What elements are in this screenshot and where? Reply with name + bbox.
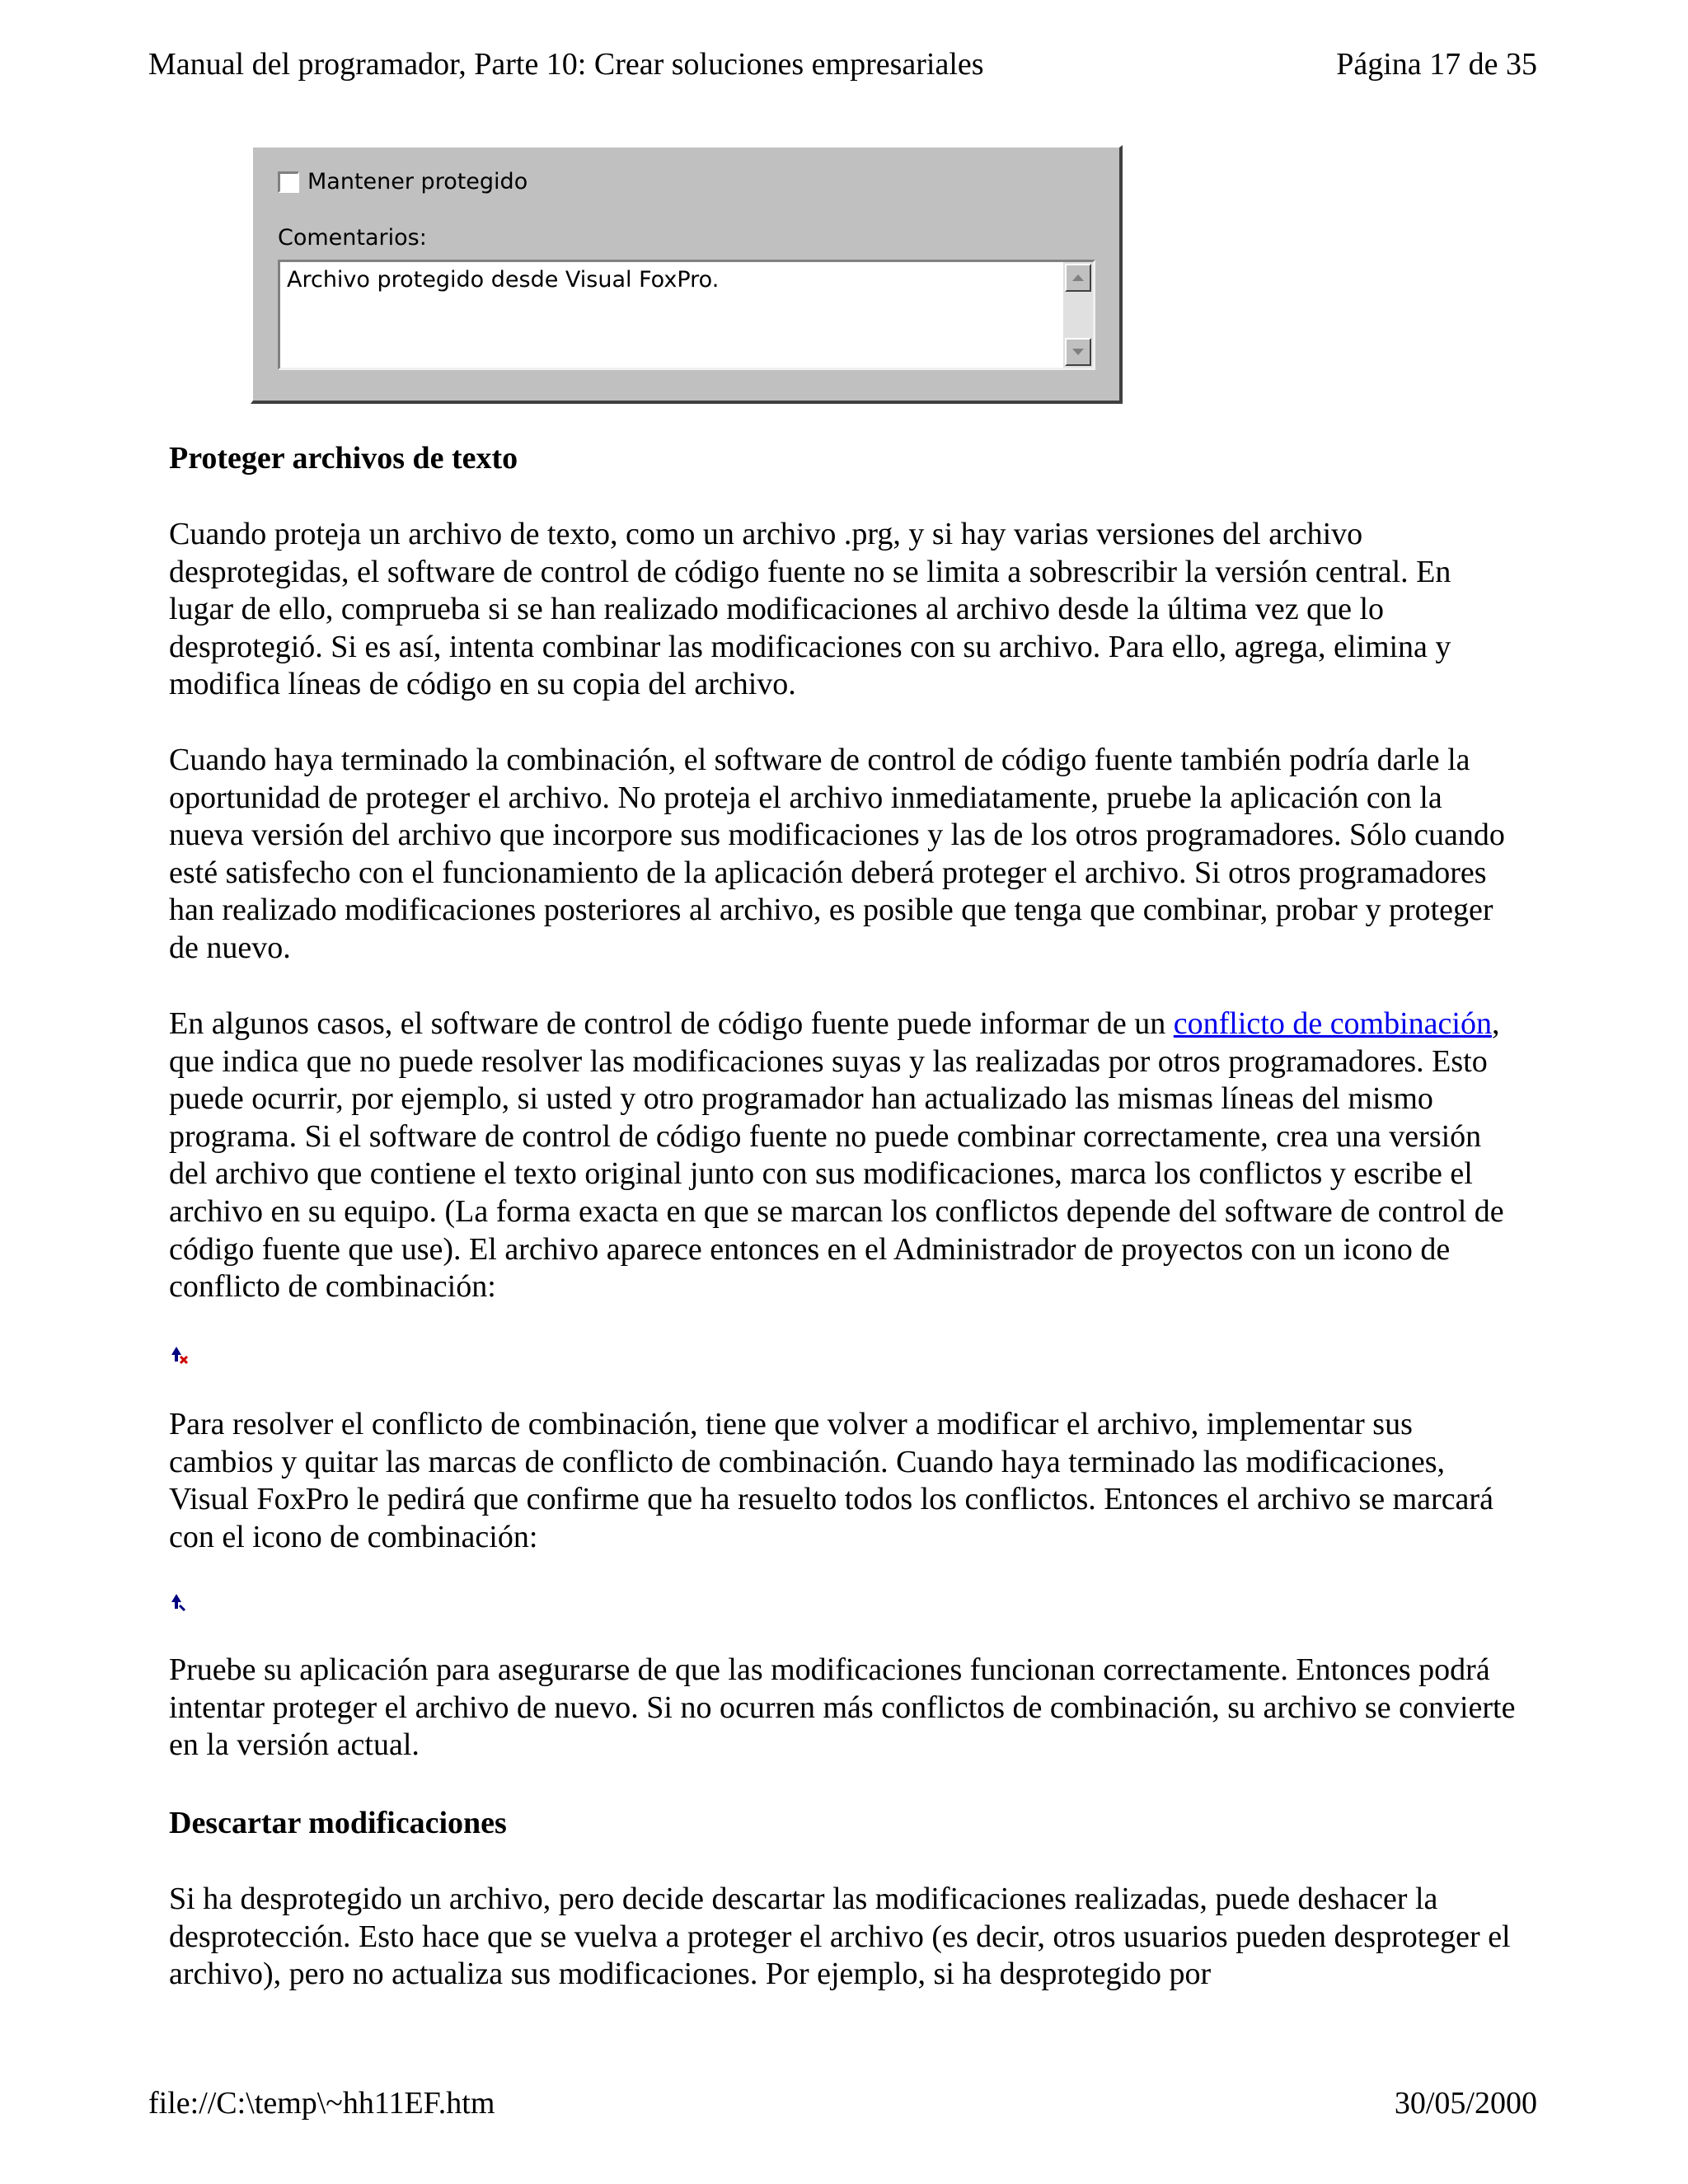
section-heading-protect-text: Proteger archivos de texto bbox=[169, 441, 518, 476]
page-header bbox=[148, 46, 1537, 84]
merge-conflict-icon bbox=[168, 1343, 190, 1365]
paragraph: Cuando proteja un archivo de texto, como un archivo .prg, y si hay varias versiones del archivo desprotegidas, el software de control de código fuente no se limita a sobrescribir la versión central. En lugar de ello, comprueba si se han realizado modificaciones al archivo desde la última vez que lo desprotegió. Si es así, intenta combinar las modificaciones con su archivo. Para ello, agrega, elimina y modifica líneas de código en su copia del archivo. bbox=[169, 517, 1451, 702]
print-date: 30/05/2000 bbox=[1394, 2086, 1537, 2121]
paragraph: En algunos casos, el software de control de código fuente puede informar de un conflicto de combinación, que indica que no puede resolver las modificaciones suyas y las realizadas por otros programadores. Esto puede ocurrir, por ejemplo, si usted y otro programador han actualizado las mismas líneas del mismo programa. Si el software de control de código fuente no puede combinar correctamente, crea una versión del archivo que contiene el texto original junto con sus modificaciones, marca los conflictos y escribe el archivo en su equipo. (La forma exacta en que se marcan los conflictos depende del software de control de código fuente que use). El archivo aparece entonces en el Administrador de proyectos con un icono de conflicto de combinación: bbox=[169, 1006, 1504, 1305]
checkin-dialog-snippet bbox=[251, 145, 1123, 404]
keep-checked-out-option[interactable] bbox=[278, 169, 528, 194]
paragraph: Cuando haya terminado la combinación, el software de control de código fuente también podría darle la oportunidad de proteger el archivo. No proteja el archivo inmediatamente, pruebe la aplicación con la nueva versión del archivo que incorpore sus modificaciones y las de los otros programadores. Sólo cuando esté satisfecho con el funcionamiento de la aplicación deberá proteger el archivo. Si otros programadores han realizado modificaciones posteriores al archivo, es posible que tenga que combinar, probar y proteger de nuevo. bbox=[169, 743, 1505, 965]
page-number: Página 17 de 35 bbox=[1336, 47, 1537, 82]
merge-conflict-link[interactable]: conflicto de combinación bbox=[1173, 1006, 1492, 1041]
paragraph: Pruebe su aplicación para asegurarse de que las modificaciones funcionan correctamente. Entonces podrá intentar proteger el archivo de nuevo. Si no ocurren más conflictos de combinación, su archivo se convierte en la versión actual. bbox=[169, 1652, 1516, 1763]
arrow-down-icon bbox=[1072, 349, 1084, 355]
scroll-down-button[interactable] bbox=[1065, 338, 1091, 366]
paragraph: Si ha desprotegido un archivo, pero decide descartar las modificaciones realizadas, puede deshacer la desprotección. Esto hace que se vuelva a proteger el archivo (es decir, otros usuarios pueden desproteger el archivo), pero no actualiza sus modificaciones. Por ejemplo, si ha desprotegido por bbox=[169, 1882, 1511, 1992]
comments-scrollbar[interactable] bbox=[1063, 262, 1093, 368]
paragraph: Para resolver el conflicto de combinación, tiene que volver a modificar el archivo, implementar sus cambios y quitar las marcas de conflicto de combinación. Cuando haya terminado las modificaciones, Visual FoxPro le pedirá que confirme que ha resuelto todos los conflictos. Entonces el archivo se marcará con el icono de combinación: bbox=[169, 1407, 1493, 1554]
page-footer bbox=[148, 2085, 1537, 2123]
document-title: Manual del programador, Parte 10: Crear soluciones empresariales bbox=[148, 47, 984, 82]
section-heading-discard-changes: Descartar modificaciones bbox=[169, 1806, 507, 1840]
comments-label: Comentarios: bbox=[278, 225, 427, 251]
scroll-up-button[interactable] bbox=[1065, 264, 1091, 292]
keep-checked-out-checkbox[interactable] bbox=[278, 171, 299, 193]
comments-textarea[interactable] bbox=[278, 260, 1095, 370]
file-path: file://C:\temp\~hh11EF.htm bbox=[148, 2086, 495, 2121]
arrow-up-icon bbox=[1072, 274, 1084, 281]
merge-icon bbox=[168, 1591, 190, 1612]
checkbox-label: Mantener protegido bbox=[307, 169, 528, 194]
comments-value: Archivo protegido desde Visual FoxPro. bbox=[287, 267, 720, 293]
